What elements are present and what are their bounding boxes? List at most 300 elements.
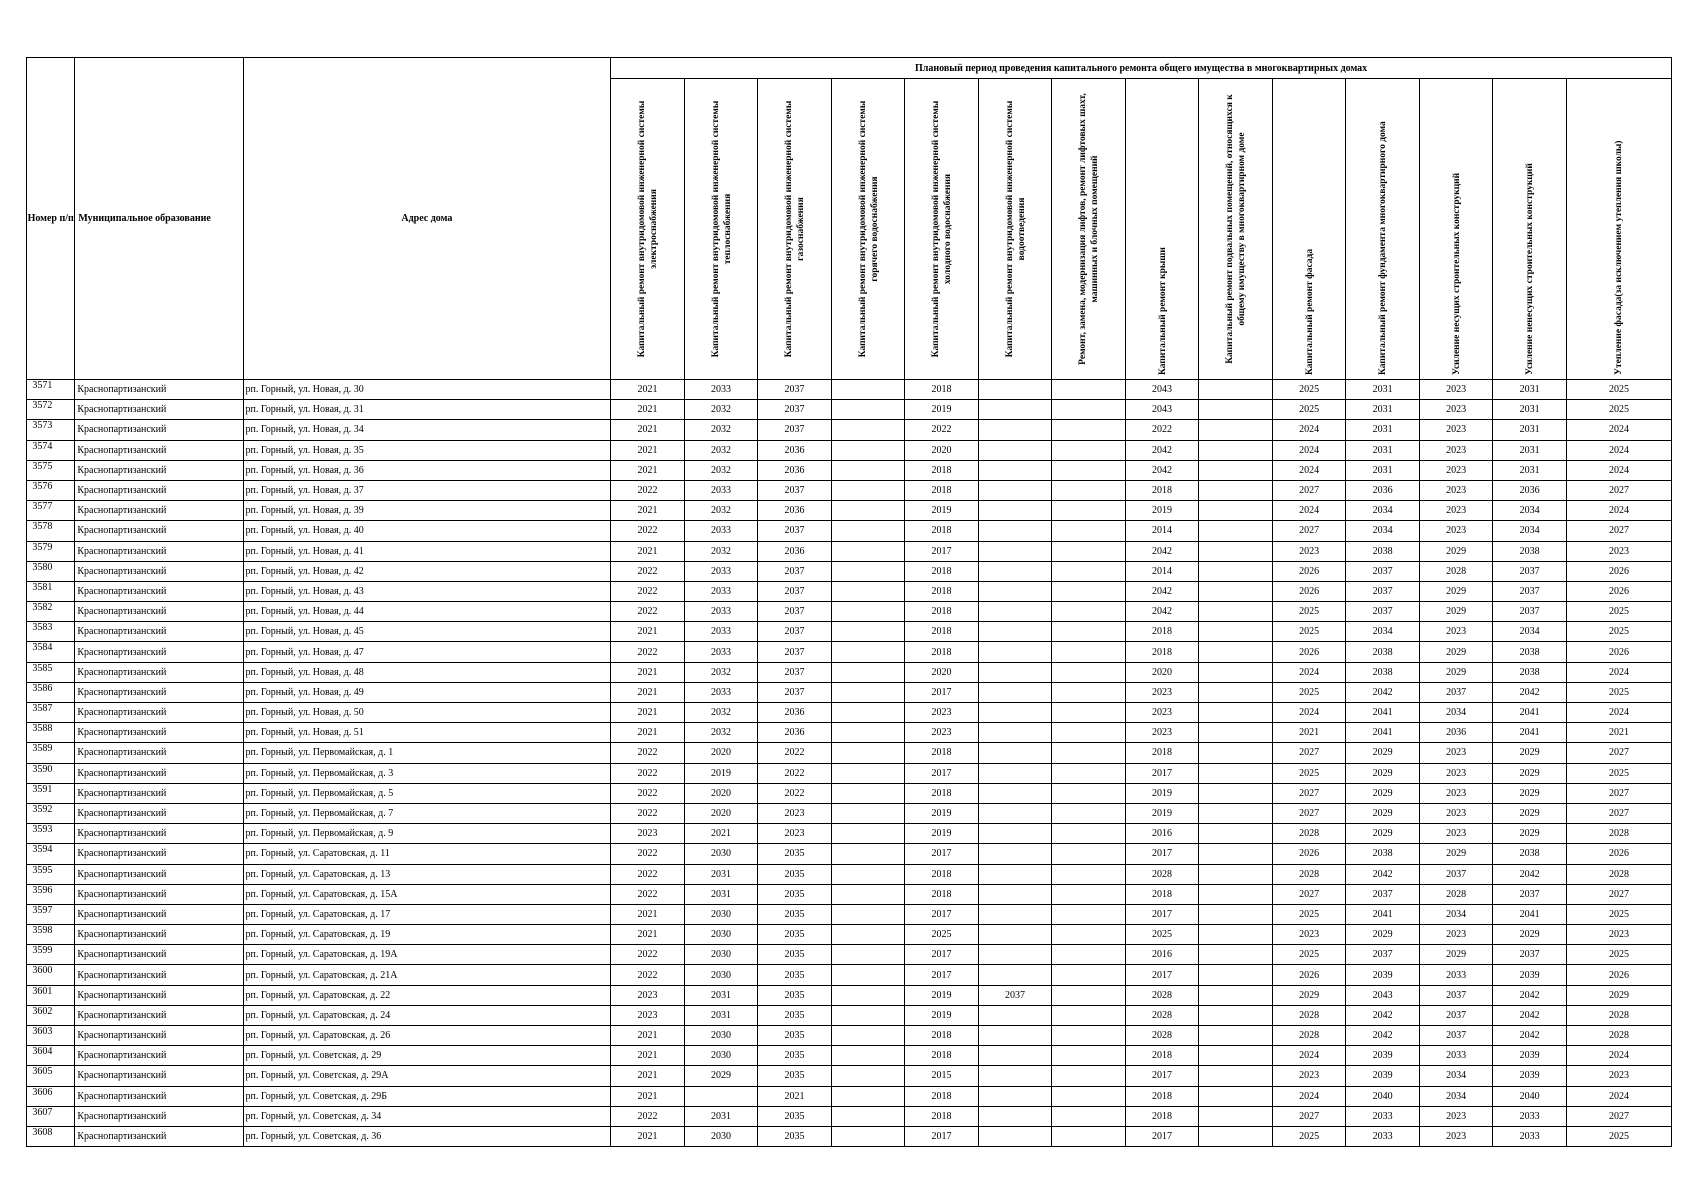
row-year-cell: 2037 bbox=[1419, 1026, 1493, 1046]
row-year-cell: 2042 bbox=[1346, 682, 1420, 702]
row-year-cell: 2029 bbox=[1419, 945, 1493, 965]
row-year-cell: 2037 bbox=[978, 985, 1052, 1005]
row-number: 3589 bbox=[27, 743, 75, 763]
row-year-cell: 2030 bbox=[684, 925, 758, 945]
row-number: 3571 bbox=[27, 380, 75, 400]
row-year-cell bbox=[978, 803, 1052, 823]
row-number: 3578 bbox=[27, 521, 75, 541]
row-year-cell: 2028 bbox=[1272, 1005, 1346, 1025]
row-municipality: Краснопартизанский bbox=[75, 763, 243, 783]
row-year-cell bbox=[978, 743, 1052, 763]
row-year-cell: 2025 bbox=[1566, 763, 1671, 783]
row-year-cell: 2029 bbox=[1493, 824, 1567, 844]
row-year-cell bbox=[1199, 803, 1273, 823]
table-row bbox=[27, 380, 1672, 400]
row-year-cell: 2019 bbox=[905, 985, 979, 1005]
row-year-cell: 2025 bbox=[1566, 602, 1671, 622]
row-number: 3605 bbox=[27, 1066, 75, 1086]
row-year-cell: 2035 bbox=[758, 1126, 832, 1146]
row-municipality: Краснопартизанский bbox=[75, 824, 243, 844]
row-address: рп. Горный, ул. Новая, д. 36 bbox=[243, 460, 611, 480]
row-year-cell: 2027 bbox=[1566, 480, 1671, 500]
row-number: 3607 bbox=[27, 1106, 75, 1126]
row-year-cell: 2021 bbox=[611, 925, 685, 945]
table-row bbox=[27, 561, 1672, 581]
row-year-cell: 2034 bbox=[1346, 521, 1420, 541]
row-year-cell: 2043 bbox=[1346, 985, 1420, 1005]
row-municipality: Краснопартизанский bbox=[75, 622, 243, 642]
row-year-cell: 2018 bbox=[905, 1046, 979, 1066]
row-year-cell bbox=[978, 622, 1052, 642]
row-year-cell: 2029 bbox=[1346, 743, 1420, 763]
row-year-cell: 2017 bbox=[1125, 844, 1199, 864]
row-year-cell: 2025 bbox=[1566, 945, 1671, 965]
row-year-cell bbox=[978, 844, 1052, 864]
row-address: рп. Горный, ул. Первомайская, д. 3 bbox=[243, 763, 611, 783]
row-year-cell: 2038 bbox=[1346, 541, 1420, 561]
row-year-cell: 2017 bbox=[905, 904, 979, 924]
row-year-cell bbox=[1199, 420, 1273, 440]
row-year-cell: 2035 bbox=[758, 1026, 832, 1046]
header-column-label: Ремонт, замена, модернизация лифтов, ремонт лифтовых шахт, машинных и блочных помещений bbox=[1077, 93, 1100, 365]
row-year-cell: 2028 bbox=[1566, 1026, 1671, 1046]
row-year-cell bbox=[978, 501, 1052, 521]
row-municipality: Краснопартизанский bbox=[75, 420, 243, 440]
row-year-cell bbox=[684, 1086, 758, 1106]
row-year-cell: 2022 bbox=[611, 581, 685, 601]
row-year-cell: 2024 bbox=[1566, 460, 1671, 480]
row-number: 3583 bbox=[27, 622, 75, 642]
row-year-cell: 2034 bbox=[1419, 1066, 1493, 1086]
row-year-cell: 2017 bbox=[905, 945, 979, 965]
row-year-cell: 2037 bbox=[1346, 884, 1420, 904]
row-year-cell: 2021 bbox=[611, 440, 685, 460]
row-year-cell bbox=[831, 561, 905, 581]
header-column-12 bbox=[1419, 79, 1493, 380]
row-year-cell bbox=[1052, 420, 1126, 440]
row-year-cell: 2033 bbox=[1419, 965, 1493, 985]
row-year-cell: 2017 bbox=[905, 1126, 979, 1146]
header-column-label: Капитальный ремонт внутридомовой инженерной системы горячего водоснабжения bbox=[857, 100, 880, 358]
row-year-cell bbox=[978, 521, 1052, 541]
table-row bbox=[27, 1066, 1672, 1086]
row-year-cell: 2023 bbox=[1419, 521, 1493, 541]
row-year-cell: 2041 bbox=[1493, 904, 1567, 924]
row-year-cell: 2022 bbox=[611, 763, 685, 783]
header-address: Адрес дома bbox=[243, 58, 611, 380]
row-year-cell bbox=[1199, 884, 1273, 904]
header-column-3 bbox=[758, 79, 832, 380]
row-year-cell: 2021 bbox=[611, 904, 685, 924]
row-municipality: Краснопартизанский bbox=[75, 723, 243, 743]
row-year-cell: 2022 bbox=[611, 945, 685, 965]
row-year-cell bbox=[1199, 844, 1273, 864]
row-municipality: Краснопартизанский bbox=[75, 501, 243, 521]
row-year-cell: 2025 bbox=[1272, 1126, 1346, 1146]
row-year-cell: 2023 bbox=[1419, 460, 1493, 480]
row-year-cell: 2032 bbox=[684, 723, 758, 743]
row-year-cell: 2022 bbox=[758, 783, 832, 803]
row-year-cell: 2018 bbox=[1125, 642, 1199, 662]
row-year-cell: 2025 bbox=[1566, 622, 1671, 642]
table-row bbox=[27, 1005, 1672, 1025]
row-year-cell: 2015 bbox=[905, 1066, 979, 1086]
row-year-cell: 2027 bbox=[1272, 803, 1346, 823]
row-number: 3581 bbox=[27, 581, 75, 601]
header-column-label: Капитальный ремонт фундамента многоквартирного дома bbox=[1377, 121, 1388, 375]
row-year-cell: 2035 bbox=[758, 1106, 832, 1126]
row-year-cell: 2018 bbox=[905, 1086, 979, 1106]
row-year-cell: 2029 bbox=[684, 1066, 758, 1086]
row-year-cell: 2031 bbox=[684, 1106, 758, 1126]
row-address: рп. Горный, ул. Саратовская, д. 22 bbox=[243, 985, 611, 1005]
row-year-cell: 2027 bbox=[1272, 884, 1346, 904]
row-year-cell: 2021 bbox=[611, 662, 685, 682]
row-year-cell: 2027 bbox=[1272, 1106, 1346, 1126]
row-address: рп. Горный, ул. Новая, д. 49 bbox=[243, 682, 611, 702]
row-year-cell: 2037 bbox=[758, 622, 832, 642]
row-year-cell: 2024 bbox=[1566, 1046, 1671, 1066]
row-year-cell: 2028 bbox=[1125, 864, 1199, 884]
row-municipality: Краснопартизанский bbox=[75, 743, 243, 763]
row-year-cell: 2035 bbox=[758, 844, 832, 864]
row-year-cell: 2021 bbox=[611, 703, 685, 723]
row-year-cell bbox=[1199, 682, 1273, 702]
row-year-cell: 2021 bbox=[611, 1066, 685, 1086]
table-row bbox=[27, 945, 1672, 965]
row-year-cell: 2034 bbox=[1346, 622, 1420, 642]
row-year-cell: 2041 bbox=[1346, 723, 1420, 743]
row-municipality: Краснопартизанский bbox=[75, 581, 243, 601]
row-year-cell: 2030 bbox=[684, 1026, 758, 1046]
row-year-cell: 2024 bbox=[1566, 662, 1671, 682]
row-year-cell bbox=[978, 1046, 1052, 1066]
row-year-cell: 2029 bbox=[1566, 985, 1671, 1005]
row-year-cell bbox=[831, 622, 905, 642]
row-year-cell: 2025 bbox=[1272, 904, 1346, 924]
row-year-cell: 2032 bbox=[684, 703, 758, 723]
row-year-cell bbox=[978, 1066, 1052, 1086]
row-year-cell: 2025 bbox=[1272, 682, 1346, 702]
table-row bbox=[27, 844, 1672, 864]
row-year-cell: 2028 bbox=[1125, 1005, 1199, 1025]
row-number: 3584 bbox=[27, 642, 75, 662]
row-year-cell: 2019 bbox=[684, 763, 758, 783]
row-year-cell: 2033 bbox=[684, 521, 758, 541]
row-address: рп. Горный, ул. Саратовская, д. 13 bbox=[243, 864, 611, 884]
row-year-cell: 2035 bbox=[758, 864, 832, 884]
row-year-cell bbox=[1199, 1126, 1273, 1146]
row-year-cell: 2021 bbox=[758, 1086, 832, 1106]
row-year-cell bbox=[831, 1026, 905, 1046]
row-year-cell: 2032 bbox=[684, 400, 758, 420]
row-year-cell: 2037 bbox=[758, 521, 832, 541]
row-year-cell: 2022 bbox=[611, 642, 685, 662]
row-year-cell bbox=[978, 642, 1052, 662]
row-year-cell: 2031 bbox=[1346, 420, 1420, 440]
row-year-cell bbox=[1199, 642, 1273, 662]
row-year-cell: 2027 bbox=[1566, 521, 1671, 541]
row-year-cell: 2042 bbox=[1493, 1005, 1567, 1025]
row-year-cell: 2019 bbox=[905, 501, 979, 521]
header-column-9 bbox=[1199, 79, 1273, 380]
row-year-cell: 2030 bbox=[684, 904, 758, 924]
row-year-cell: 2019 bbox=[905, 1005, 979, 1025]
row-year-cell: 2040 bbox=[1346, 1086, 1420, 1106]
row-address: рп. Горный, ул. Саратовская, д. 17 bbox=[243, 904, 611, 924]
row-year-cell bbox=[1052, 581, 1126, 601]
row-municipality: Краснопартизанский bbox=[75, 1026, 243, 1046]
row-address: рп. Горный, ул. Первомайская, д. 5 bbox=[243, 783, 611, 803]
row-year-cell: 2038 bbox=[1346, 662, 1420, 682]
row-year-cell: 2023 bbox=[1566, 1066, 1671, 1086]
row-year-cell: 2033 bbox=[1493, 1106, 1567, 1126]
row-year-cell: 2025 bbox=[1272, 945, 1346, 965]
row-number: 3580 bbox=[27, 561, 75, 581]
row-year-cell: 2014 bbox=[1125, 561, 1199, 581]
row-year-cell bbox=[1052, 642, 1126, 662]
row-year-cell bbox=[1199, 864, 1273, 884]
row-address: рп. Горный, ул. Саратовская, д. 11 bbox=[243, 844, 611, 864]
row-year-cell: 2025 bbox=[905, 925, 979, 945]
row-year-cell: 2037 bbox=[1346, 602, 1420, 622]
row-year-cell: 2021 bbox=[611, 1046, 685, 1066]
row-address: рп. Горный, ул. Новая, д. 50 bbox=[243, 703, 611, 723]
row-number: 3573 bbox=[27, 420, 75, 440]
row-year-cell: 2027 bbox=[1566, 1106, 1671, 1126]
row-year-cell: 2025 bbox=[1125, 925, 1199, 945]
row-year-cell: 2038 bbox=[1346, 844, 1420, 864]
row-year-cell bbox=[978, 1086, 1052, 1106]
row-year-cell: 2023 bbox=[1125, 723, 1199, 743]
row-year-cell: 2029 bbox=[1493, 783, 1567, 803]
row-year-cell bbox=[1052, 380, 1126, 400]
row-year-cell bbox=[978, 965, 1052, 985]
row-year-cell bbox=[831, 763, 905, 783]
row-year-cell bbox=[831, 824, 905, 844]
row-year-cell bbox=[831, 501, 905, 521]
row-year-cell bbox=[1199, 1066, 1273, 1086]
row-year-cell: 2018 bbox=[905, 743, 979, 763]
row-year-cell: 2028 bbox=[1272, 1026, 1346, 1046]
row-year-cell: 2021 bbox=[611, 420, 685, 440]
header-column-4 bbox=[831, 79, 905, 380]
row-address: рп. Горный, ул. Первомайская, д. 1 bbox=[243, 743, 611, 763]
row-year-cell: 2032 bbox=[684, 541, 758, 561]
row-year-cell: 2025 bbox=[1272, 602, 1346, 622]
row-year-cell bbox=[1199, 440, 1273, 460]
row-year-cell: 2042 bbox=[1125, 602, 1199, 622]
header-number: Номер п/п bbox=[27, 58, 75, 380]
row-year-cell: 2024 bbox=[1272, 1086, 1346, 1106]
row-year-cell: 2034 bbox=[1419, 1086, 1493, 1106]
row-year-cell: 2035 bbox=[758, 925, 832, 945]
row-year-cell bbox=[978, 440, 1052, 460]
row-year-cell: 2018 bbox=[1125, 743, 1199, 763]
row-address: рп. Горный, ул. Новая, д. 34 bbox=[243, 420, 611, 440]
row-year-cell bbox=[1052, 824, 1126, 844]
table-row bbox=[27, 1106, 1672, 1126]
row-number: 3575 bbox=[27, 460, 75, 480]
table-row bbox=[27, 904, 1672, 924]
row-year-cell bbox=[978, 581, 1052, 601]
row-year-cell: 2017 bbox=[1125, 1126, 1199, 1146]
row-year-cell bbox=[1199, 1046, 1273, 1066]
row-year-cell: 2032 bbox=[684, 440, 758, 460]
table-row bbox=[27, 420, 1672, 440]
row-year-cell: 2021 bbox=[611, 400, 685, 420]
row-year-cell bbox=[1052, 682, 1126, 702]
row-year-cell: 2023 bbox=[1419, 480, 1493, 500]
table-row bbox=[27, 743, 1672, 763]
row-year-cell bbox=[831, 783, 905, 803]
row-year-cell bbox=[831, 380, 905, 400]
row-year-cell: 2034 bbox=[1419, 703, 1493, 723]
row-year-cell: 2031 bbox=[1493, 440, 1567, 460]
row-year-cell bbox=[1052, 1005, 1126, 1025]
row-year-cell bbox=[1199, 581, 1273, 601]
row-year-cell: 2028 bbox=[1125, 985, 1199, 1005]
row-year-cell: 2018 bbox=[905, 642, 979, 662]
row-year-cell: 2024 bbox=[1272, 703, 1346, 723]
header-column-11 bbox=[1346, 79, 1420, 380]
row-number: 3572 bbox=[27, 400, 75, 420]
row-year-cell bbox=[1199, 602, 1273, 622]
row-year-cell: 2023 bbox=[1419, 622, 1493, 642]
row-year-cell: 2039 bbox=[1493, 1066, 1567, 1086]
row-year-cell: 2023 bbox=[905, 703, 979, 723]
row-year-cell: 2021 bbox=[611, 501, 685, 521]
row-year-cell: 2037 bbox=[758, 662, 832, 682]
row-year-cell: 2033 bbox=[1419, 1046, 1493, 1066]
row-year-cell: 2021 bbox=[684, 824, 758, 844]
row-year-cell bbox=[1052, 864, 1126, 884]
row-year-cell bbox=[831, 541, 905, 561]
row-address: рп. Горный, ул. Новая, д. 35 bbox=[243, 440, 611, 460]
row-year-cell: 2021 bbox=[611, 723, 685, 743]
row-year-cell: 2024 bbox=[1272, 501, 1346, 521]
row-year-cell: 2017 bbox=[1125, 763, 1199, 783]
row-year-cell: 2033 bbox=[684, 380, 758, 400]
row-year-cell: 2025 bbox=[1272, 763, 1346, 783]
row-year-cell bbox=[831, 985, 905, 1005]
row-year-cell: 2025 bbox=[1566, 400, 1671, 420]
row-year-cell bbox=[1052, 884, 1126, 904]
row-year-cell bbox=[978, 420, 1052, 440]
row-year-cell bbox=[831, 480, 905, 500]
row-year-cell bbox=[1199, 985, 1273, 1005]
row-year-cell: 2042 bbox=[1493, 864, 1567, 884]
table-row bbox=[27, 602, 1672, 622]
row-year-cell bbox=[978, 1005, 1052, 1025]
row-year-cell: 2042 bbox=[1125, 581, 1199, 601]
row-year-cell: 2031 bbox=[684, 1005, 758, 1025]
row-address: рп. Горный, ул. Новая, д. 48 bbox=[243, 662, 611, 682]
row-year-cell: 2023 bbox=[611, 824, 685, 844]
row-year-cell: 2018 bbox=[905, 380, 979, 400]
row-municipality: Краснопартизанский bbox=[75, 380, 243, 400]
row-address: рп. Горный, ул. Новая, д. 42 bbox=[243, 561, 611, 581]
row-municipality: Краснопартизанский bbox=[75, 1086, 243, 1106]
header-column-10 bbox=[1272, 79, 1346, 380]
row-year-cell bbox=[978, 884, 1052, 904]
table-row bbox=[27, 1126, 1672, 1146]
row-municipality: Краснопартизанский bbox=[75, 662, 243, 682]
row-year-cell: 2021 bbox=[1272, 723, 1346, 743]
row-year-cell bbox=[1052, 460, 1126, 480]
table-row bbox=[27, 803, 1672, 823]
row-year-cell: 2024 bbox=[1566, 703, 1671, 723]
table-body bbox=[27, 380, 1672, 1147]
row-year-cell: 2016 bbox=[1125, 824, 1199, 844]
row-year-cell bbox=[978, 662, 1052, 682]
row-year-cell: 2041 bbox=[1493, 723, 1567, 743]
table-row bbox=[27, 884, 1672, 904]
row-year-cell bbox=[978, 723, 1052, 743]
table-row bbox=[27, 1046, 1672, 1066]
row-year-cell: 2033 bbox=[684, 602, 758, 622]
row-year-cell: 2023 bbox=[1272, 541, 1346, 561]
row-year-cell: 2028 bbox=[1566, 1005, 1671, 1025]
header-column-label: Капитальный ремонт фасада bbox=[1304, 248, 1315, 375]
row-year-cell bbox=[1199, 561, 1273, 581]
row-number: 3577 bbox=[27, 501, 75, 521]
row-address: рп. Горный, ул. Советская, д. 29 bbox=[243, 1046, 611, 1066]
row-year-cell: 2040 bbox=[1493, 1086, 1567, 1106]
row-year-cell: 2022 bbox=[905, 420, 979, 440]
row-year-cell: 2023 bbox=[1419, 763, 1493, 783]
row-year-cell bbox=[831, 662, 905, 682]
row-year-cell: 2023 bbox=[758, 803, 832, 823]
row-year-cell: 2030 bbox=[684, 945, 758, 965]
row-year-cell: 2026 bbox=[1566, 561, 1671, 581]
row-year-cell: 2023 bbox=[1419, 1106, 1493, 1126]
row-number: 3587 bbox=[27, 703, 75, 723]
row-number: 3598 bbox=[27, 925, 75, 945]
row-year-cell: 2033 bbox=[684, 480, 758, 500]
row-year-cell bbox=[831, 420, 905, 440]
row-municipality: Краснопартизанский bbox=[75, 602, 243, 622]
row-year-cell: 2037 bbox=[1493, 581, 1567, 601]
row-year-cell bbox=[1052, 1026, 1126, 1046]
row-address: рп. Горный, ул. Новая, д. 51 bbox=[243, 723, 611, 743]
row-municipality: Краснопартизанский bbox=[75, 965, 243, 985]
row-year-cell bbox=[831, 1106, 905, 1126]
row-year-cell bbox=[1199, 622, 1273, 642]
row-year-cell: 2037 bbox=[758, 420, 832, 440]
row-year-cell: 2027 bbox=[1272, 783, 1346, 803]
row-year-cell: 2022 bbox=[611, 884, 685, 904]
row-year-cell: 2036 bbox=[1419, 723, 1493, 743]
row-year-cell: 2031 bbox=[684, 985, 758, 1005]
row-year-cell: 2026 bbox=[1272, 561, 1346, 581]
row-year-cell: 2020 bbox=[684, 743, 758, 763]
row-year-cell bbox=[1199, 925, 1273, 945]
row-year-cell: 2036 bbox=[758, 703, 832, 723]
row-year-cell: 2030 bbox=[684, 844, 758, 864]
row-number: 3600 bbox=[27, 965, 75, 985]
row-year-cell bbox=[831, 1046, 905, 1066]
row-year-cell: 2043 bbox=[1125, 400, 1199, 420]
row-year-cell bbox=[831, 1005, 905, 1025]
row-year-cell: 2035 bbox=[758, 1046, 832, 1066]
row-year-cell bbox=[831, 945, 905, 965]
row-year-cell: 2018 bbox=[1125, 1086, 1199, 1106]
row-year-cell bbox=[1052, 561, 1126, 581]
row-year-cell: 2037 bbox=[1493, 884, 1567, 904]
row-year-cell bbox=[978, 400, 1052, 420]
row-year-cell: 2029 bbox=[1419, 844, 1493, 864]
